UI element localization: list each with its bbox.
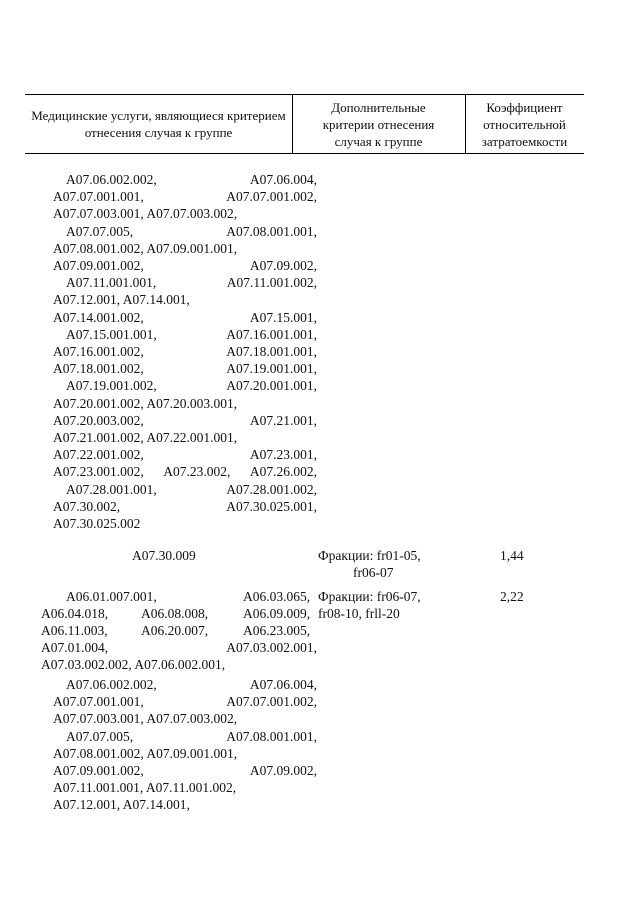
service-code: A07.15.001,: [249, 309, 317, 325]
service-code: A07.23.001.002,: [53, 464, 144, 480]
service-code: A07.07.003.001, A07.07.003.002,: [53, 711, 238, 727]
service-code: A07.08.001.002, A07.09.001.001,: [53, 240, 238, 256]
service-code: A07.11.001.002,: [226, 275, 317, 291]
service-line: [53, 188, 317, 205]
service-code: A07.26.002,: [249, 464, 317, 480]
service-line: [53, 257, 317, 274]
service-code: A07.16.001.002,: [53, 344, 144, 359]
service-code: A07.07.005,: [66, 223, 134, 239]
service-code: A07.18.001.002,: [53, 361, 144, 377]
service-code: A06.23.005,: [243, 623, 311, 638]
service-code: A06.11.003,: [41, 623, 108, 638]
service-line: [53, 240, 317, 257]
service-code: A07.15.001.001,: [66, 326, 157, 342]
service-line: [53, 205, 317, 222]
service-code: A07.12.001, A07.14.001,: [53, 292, 190, 308]
service-code: A07.18.001.001,: [226, 344, 317, 359]
service-line: [53, 343, 317, 360]
service-code: A06.03.065,: [243, 589, 311, 604]
service-line: [53, 515, 317, 532]
service-code: A07.12.001, A07.14.001,: [53, 797, 190, 813]
service-code: A07.28.001.002,: [226, 481, 317, 497]
service-line: [53, 412, 317, 429]
service-code: A07.08.001.001,: [226, 728, 317, 744]
service-code: A07.06.004,: [249, 677, 317, 692]
service-line: [53, 693, 317, 710]
service-code: A07.14.001.002,: [53, 309, 144, 325]
service-line: [53, 377, 317, 394]
criteria-line: Фракции: fr01-05,: [318, 548, 421, 563]
criteria-line: fr08-10, frll-20: [318, 606, 400, 621]
service-code: A07.23.001,: [249, 447, 317, 463]
service-code: A06.04.018,: [41, 606, 109, 621]
service-code: A07.11.001.001,: [66, 275, 157, 291]
service-line: [53, 728, 317, 745]
service-line: [53, 710, 317, 727]
service-line: [53, 326, 317, 343]
service-code: A07.20.001.001,: [226, 378, 317, 394]
service-code: A06.01.007.001,: [66, 589, 157, 604]
service-code: A07.08.001.002, A07.09.001.001,: [53, 745, 238, 761]
service-line: [41, 639, 317, 656]
service-code: A07.07.001.002,: [226, 189, 317, 205]
service-code: A07.19.001.002,: [66, 378, 157, 394]
coefficient-value: 2,22: [500, 589, 524, 604]
header-services: Медицинские услуги, являющиеся критерием отнесения случая к группе: [31, 108, 286, 140]
criteria-line: Фракции: fr06-07,: [318, 589, 421, 604]
service-line: [53, 309, 317, 326]
service-code: A07.06.002.002,: [66, 677, 157, 692]
service-line: [53, 779, 317, 796]
service-line: A07.03.002.002, A07.06.002.001,: [41, 657, 226, 672]
service-code: A07.09.001.002,: [53, 258, 144, 273]
service-code: A07.19.001.001,: [226, 361, 317, 377]
service-line: [53, 498, 317, 515]
coefficient-value: 1,44: [500, 548, 524, 563]
service-code: A07.22.001.002,: [53, 447, 144, 463]
service-code: A07.07.003.001, A07.07.003.002,: [53, 206, 238, 222]
service-code: A06.20.007,: [141, 623, 209, 638]
service-line: [53, 223, 317, 240]
service-code: A07.21.001.002, A07.22.001.001,: [53, 430, 238, 445]
service-code: A07.07.001.001,: [53, 189, 144, 205]
service-code: A07.09.002,: [249, 763, 317, 778]
service-code: A07.07.001.002,: [226, 694, 317, 710]
service-code: A07.23.002,: [163, 464, 231, 480]
service-code: A07.09.002,: [249, 258, 317, 273]
service-line: [53, 481, 317, 498]
service-line: [53, 360, 317, 377]
service-code: A07.20.003.002,: [53, 412, 144, 428]
service-line: [53, 463, 317, 480]
service-code: A06.08.008,: [141, 606, 209, 621]
service-line: [53, 291, 317, 308]
service-code: A07.08.001.001,: [226, 223, 317, 239]
service-line: [53, 676, 317, 693]
header-additional-criteria: Дополнительные критерии отнесения случая к группе: [322, 99, 435, 149]
service-code: A07.30.025.002: [53, 516, 141, 531]
service-code: A07.30.002,: [53, 498, 121, 514]
service-code: A07.01.004,: [41, 640, 109, 655]
service-code: A07.30.025.001,: [226, 498, 317, 514]
table-header: [25, 94, 584, 154]
service-code: A07.07.001.001,: [53, 694, 144, 710]
header-coefficient: Коэффициент относительной затратоемкости: [481, 99, 568, 149]
service-line: [53, 274, 317, 291]
service-line: [53, 745, 317, 762]
service-code: A06.09.009,: [243, 606, 311, 621]
service-line: [53, 171, 317, 188]
service-code: A07.20.001.002, A07.20.003.001,: [53, 395, 238, 411]
service-code: A07.11.001.001, A07.11.001.002,: [53, 780, 237, 796]
service-code: A07.21.001,: [249, 412, 317, 428]
service-code: A07.30.009: [132, 548, 196, 563]
service-code: A07.06.002.002,: [66, 172, 157, 187]
service-code: A07.16.001.001,: [226, 326, 317, 342]
criteria-line: fr06-07: [353, 565, 394, 580]
service-code: A07.07.005,: [66, 728, 134, 744]
service-code: A07.09.001.002,: [53, 763, 144, 778]
service-code: A07.03.002.001,: [226, 640, 317, 655]
service-line: [53, 796, 317, 813]
service-line: [53, 429, 317, 446]
service-code: A07.06.004,: [249, 172, 317, 187]
service-line: [53, 446, 317, 463]
service-line: [53, 762, 317, 779]
service-line: [53, 395, 317, 412]
service-code: A07.28.001.001,: [66, 481, 157, 497]
